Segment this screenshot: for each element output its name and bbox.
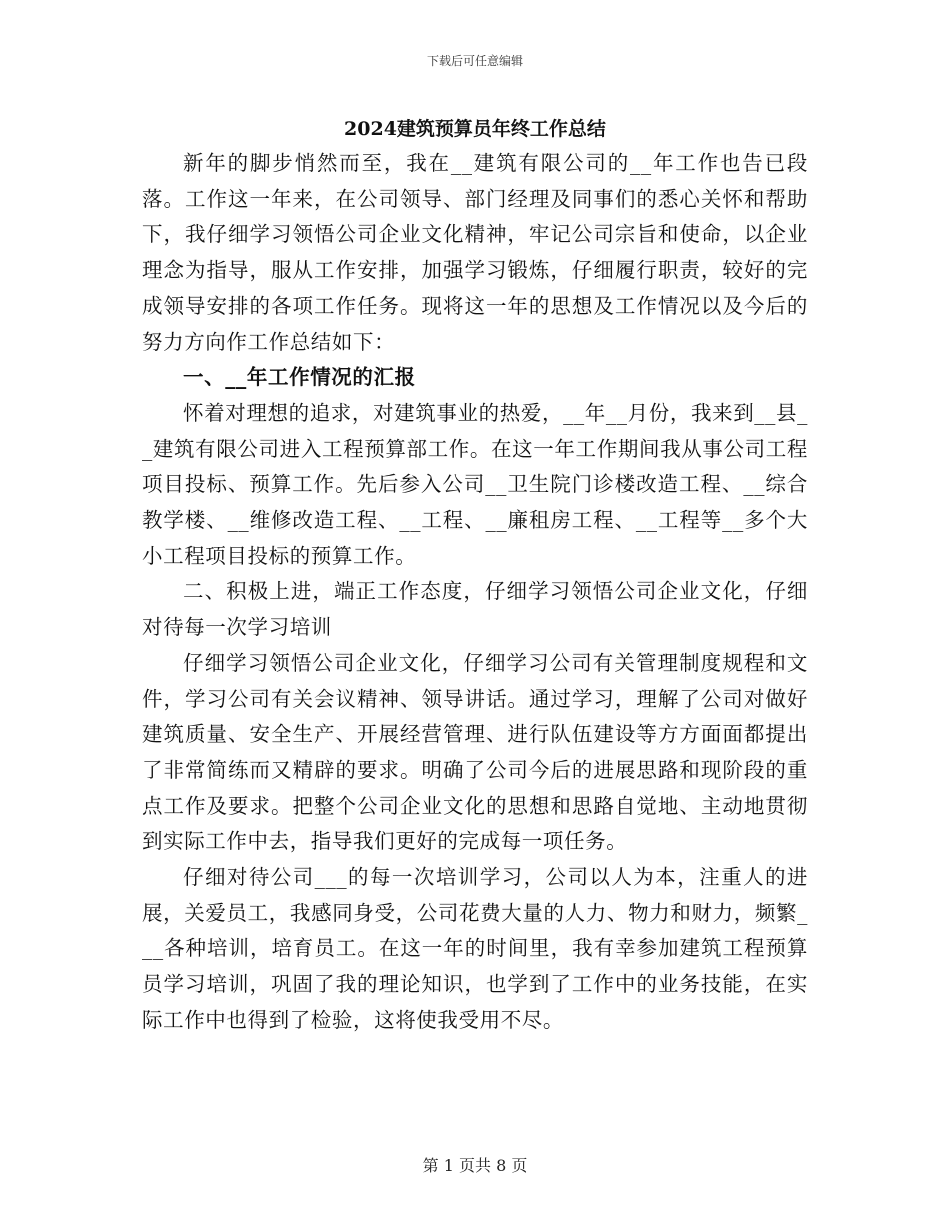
page-number: 第 1 页共 8 页 (422, 1156, 528, 1175)
intro-paragraph: 新年的脚步悄然而至，我在__建筑有限公司的__年工作也告已段落。工作这一年来，在公司领导、部门经理及同事们的悉心关怀和帮助下，我仔细学习领悟公司企业文化精神，牢记公司宗旨和使命，以企业理念为指导，服从工作安排，加强学习锻炼，仔细履行职责，较好的完成领导安排的各项工作任务。现将这一年的思想及工作情况以及今后的努力方向作工作总结如下： (142, 151, 808, 354)
document-body (142, 112, 808, 1039)
section-heading-1: 一、__年工作情况的汇报 (183, 365, 416, 390)
page-header-note: 下载后可任意编辑 (426, 54, 523, 68)
section-heading-2: 二、积极上进，端正工作态度，仔细学习领悟公司企业文化，仔细对待每一次学习培训 (142, 579, 808, 640)
section-1-paragraph: 怀着对理想的追求，对建筑事业的热爱，__年__月份，我来到__县__建筑有限公司进入工程预算部工作。在这一年工作期间我从事公司工程项目投标、预算工作。先后参入公司__卫生院门诊楼改造工程、__综合教学楼、__维修改造工程、__工程、__廉租房工程、__工程等__多个大小工程项目投标的预算工作。 (142, 400, 808, 568)
document-title: 2024建筑预算员年终工作总结 (344, 118, 606, 140)
training-paragraph: 仔细对待公司___的每一次培训学习，公司以人为本，注重人的进展，关爱员工，我感同身受，公司花费大量的人力、物力和财力，频繁___各种培训，培育员工。在这一年的时间里，我有幸参加建筑工程预算员学习培训，巩固了我的理论知识，也学到了工作中的业务技能，在实际工作中也得到了检验，这将使我受用不尽。 (142, 865, 808, 1032)
culture-study-paragraph: 仔细学习领悟公司企业文化，仔细学习公司有关管理制度规程和文件，学习公司有关会议精神、领导讲话。通过学习，理解了公司对做好建筑质量、安全生产、开展经营管理、进行队伍建设等方方面面都提出了非常简练而又精辟的要求。明确了公司今后的进展思路和现阶段的重点工作及要求。把整个公司企业文化的思想和思路自觉地、主动地贯彻到实际工作中去，指导我们更好的完成每一项任务。 (142, 650, 808, 854)
